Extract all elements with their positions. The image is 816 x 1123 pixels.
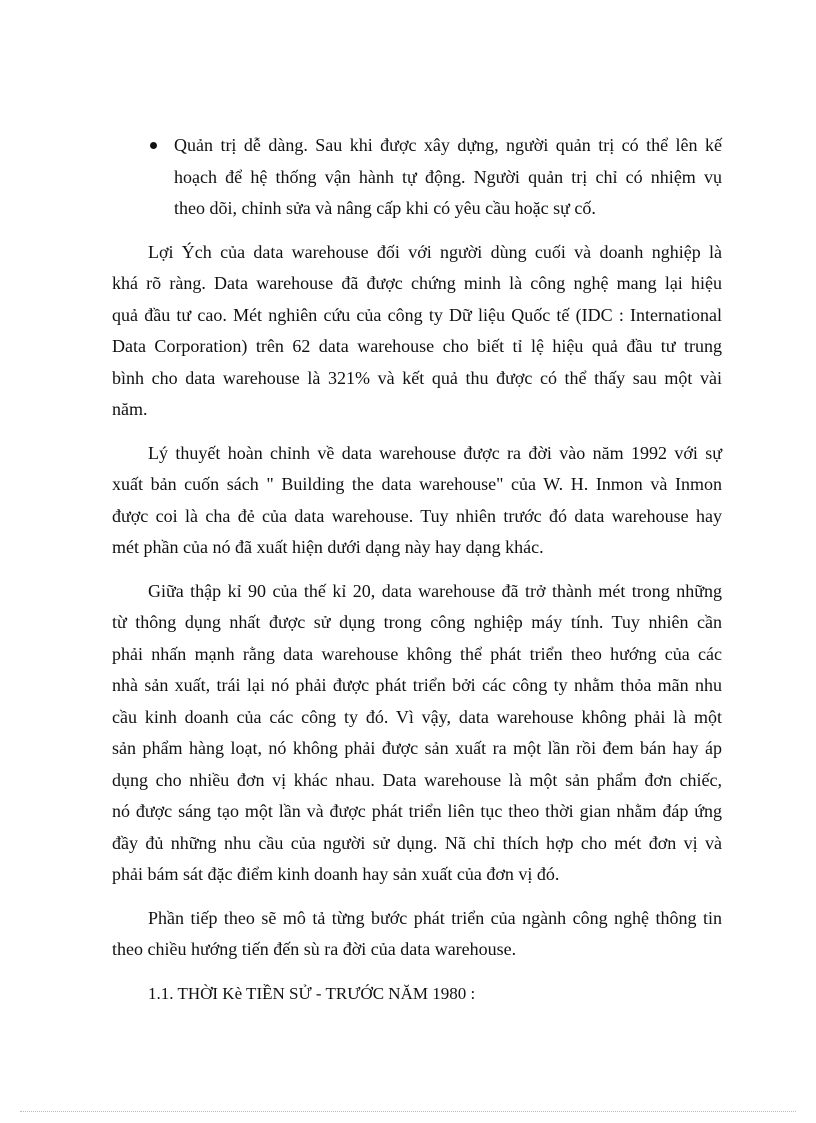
paragraph-line: Lợi Ých của data warehouse đối với người dùng cuối và doanh nghiệp là: [148, 241, 722, 262]
paragraph-line: mét phần của nó đã xuất hiện dưới dạng này hay dạng khác.: [112, 537, 544, 557]
bullet-line: Quản trị dễ dàng. Sau khi được xây dựng, người quản trị có thể lên kế: [112, 130, 722, 162]
paragraph-line: Data Corporation) trên 62 data warehouse cho biết tỉ lệ hiệu quả đầu tư trung: [112, 336, 722, 356]
paragraph-line: Phần tiếp theo sẽ mô tả từng bước phát triển của ngành công nghệ thông tin: [148, 907, 722, 928]
paragraph-nineties: [112, 576, 722, 891]
paragraph-history: [112, 438, 722, 564]
paragraph-line: đầy đủ những nhu cầu của người sử dụng. Nã chỉ thích hợp cho mét đơn vị và: [112, 832, 722, 853]
paragraph-line: cầu kinh doanh của các công ty đó. Vì vậy, data warehouse không phải là một: [112, 706, 722, 727]
paragraph-line: được coi là cha đẻ của data warehouse. Tuy nhiên trước đó data warehouse hay: [112, 505, 722, 526]
paragraph-line: năm.: [112, 399, 148, 419]
paragraph-next: [112, 903, 722, 966]
bullet-dot-icon: [150, 142, 157, 149]
paragraph-line: nhà sản xuất, trái lại nó phải được phát triển bởi các công ty nhằm thỏa mãn nhu: [112, 675, 722, 695]
paragraph-line: phải bám sát đặc điểm kinh doanh hay sản xuất của đơn vị đó.: [112, 864, 560, 884]
section-heading: 1.1. THỜI Kè TIỀN SỬ - TRƯỚC NĂM 1980 :: [148, 983, 476, 1003]
paragraph-line: nó được sáng tạo một lần và được phát triển liên tục theo thời gian nhằm đáp ứng: [112, 801, 722, 821]
page-bottom-divider: [20, 1111, 796, 1112]
document-body: [112, 130, 722, 1009]
paragraph-benefits: [112, 237, 722, 426]
paragraph-line: sản phẩm hàng loạt, nó không phải được sản xuất ra một lần rồi đem bán hay áp: [112, 738, 722, 758]
paragraph-line: phải nhấn mạnh rằng data warehouse không thể phát triển theo hướng của các: [112, 643, 722, 664]
paragraph-line: dụng cho nhiều đơn vị khác nhau. Data warehouse là một sản phẩm đơn chiếc,: [112, 769, 722, 790]
bullet-line: hoạch để hệ thống vận hành tự động. Người quản trị chỉ có nhiệm vụ: [174, 166, 722, 187]
paragraph-line: bình cho data warehouse là 321% và kết quả thu được có thể thấy sau một vài: [112, 367, 722, 388]
paragraph-line: Giữa thập kỉ 90 của thế kỉ 20, data warehouse đã trở thành mét trong những: [148, 580, 722, 601]
paragraph-line: theo chiều hướng tiến đến sù ra đời của data warehouse.: [112, 939, 517, 959]
paragraph-line: quả đầu tư cao. Mét nghiên cứu của công ty Dữ liệu Quốc tế (IDC : International: [112, 304, 722, 325]
paragraph-line: Lý thuyết hoàn chỉnh về data warehouse được ra đời vào năm 1992 với sự: [148, 442, 722, 463]
paragraph-line: từ thông dụng nhất được sử dụng trong công nghiệp máy tính. Tuy nhiên cần: [112, 612, 722, 632]
paragraph-line: khá rõ ràng. Data warehouse đã được chứng minh là công nghệ mang lại hiệu: [112, 273, 722, 293]
bullet-line: theo dõi, chỉnh sửa và nâng cấp khi có yêu cầu hoặc sự cố.: [174, 198, 596, 218]
bullet-item: [112, 130, 722, 225]
paragraph-line: xuất bản cuốn sách " Building the data warehouse" của W. H. Inmon và Inmon: [112, 474, 722, 494]
